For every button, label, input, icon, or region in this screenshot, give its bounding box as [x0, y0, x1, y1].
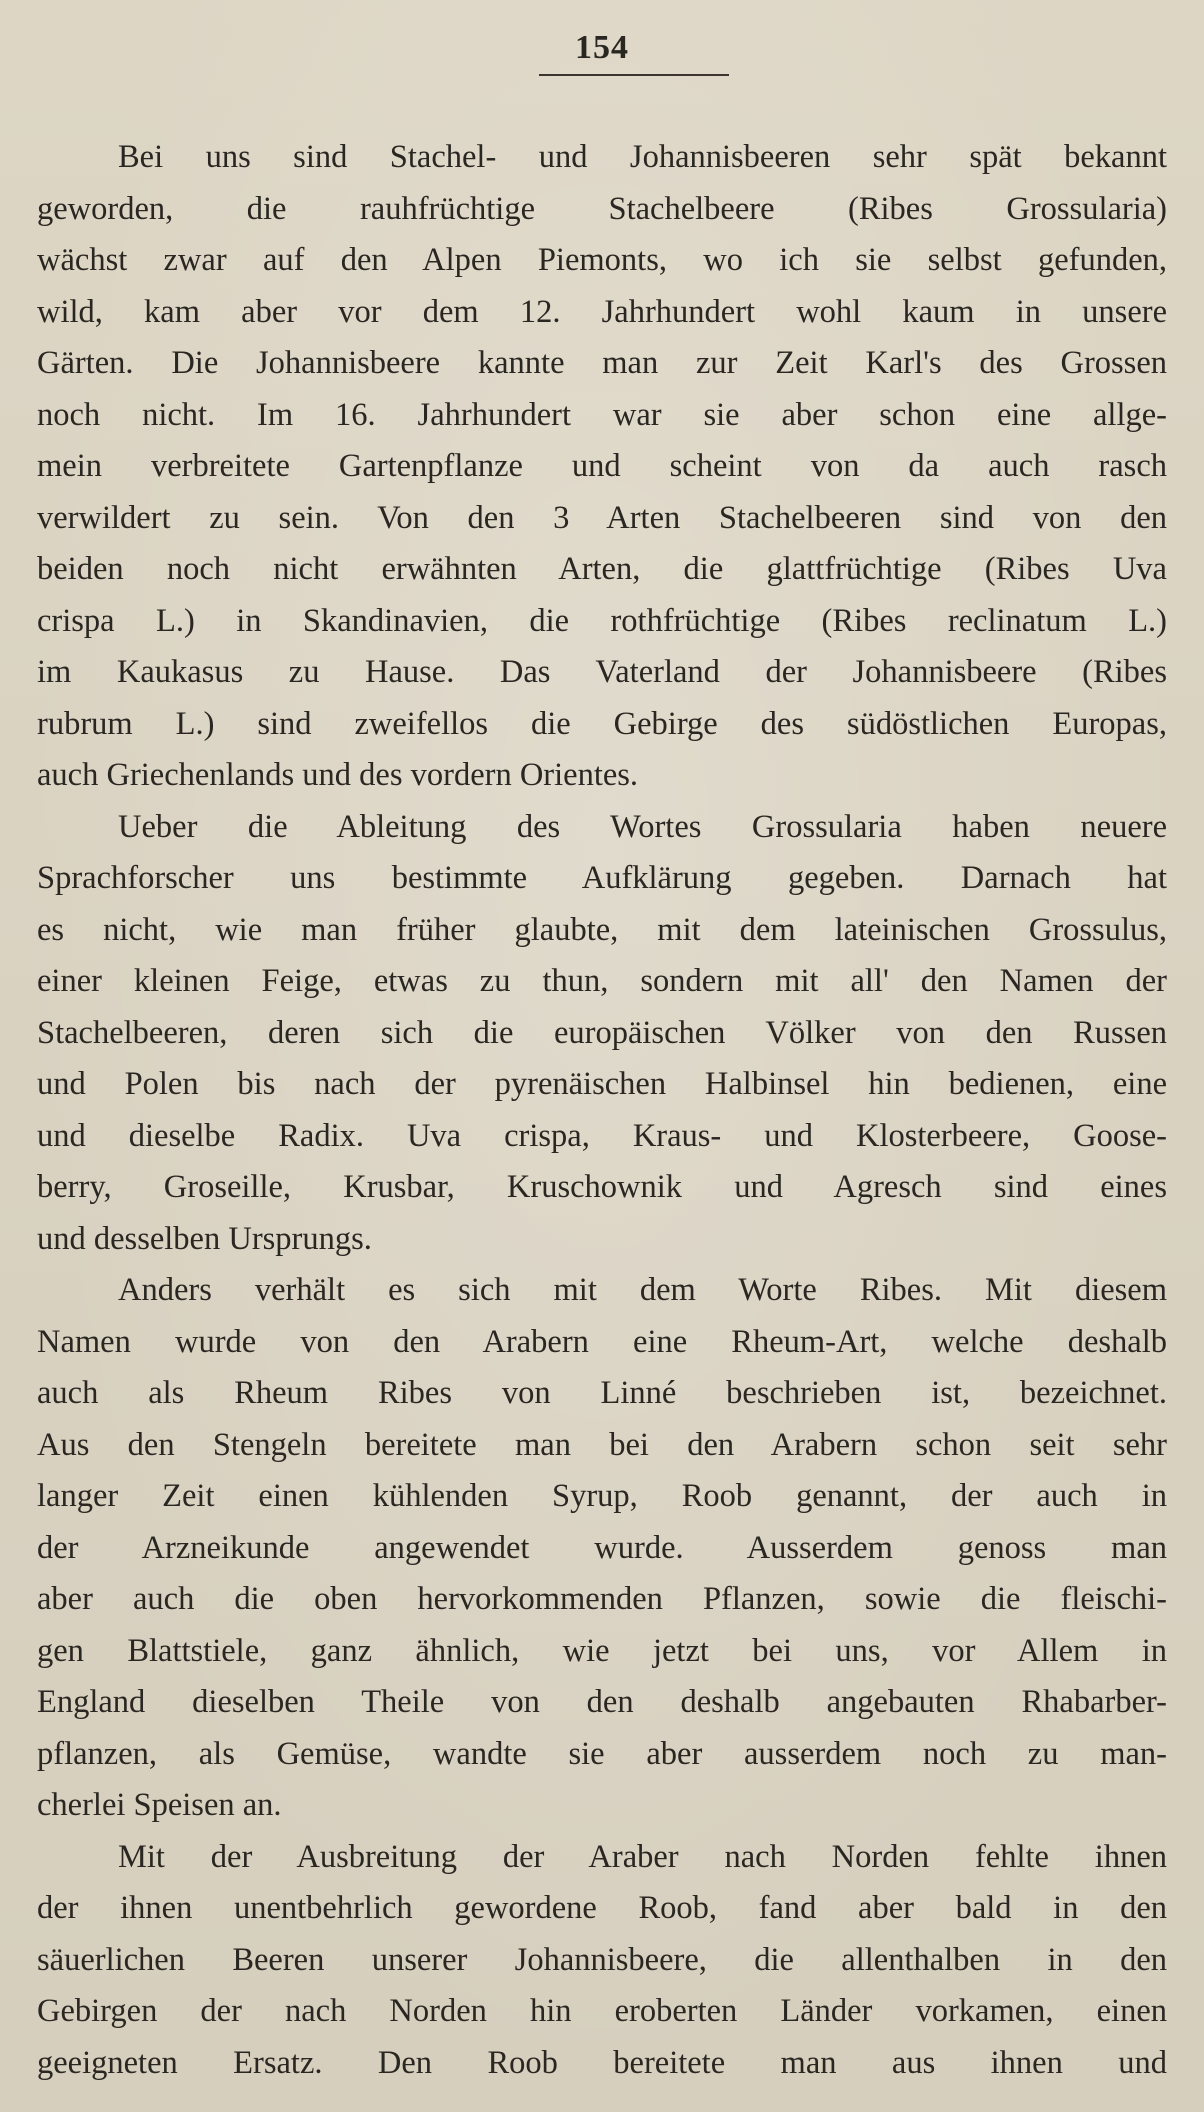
paragraph: [37, 1832, 1167, 2090]
text-line: Namen wurde von den Arabern eine Rheum-Art, welche deshalb: [37, 1323, 1167, 1360]
text-line: auch Griechenlands und des vordern Orientes.: [37, 757, 639, 793]
paragraph: [37, 1265, 1167, 1832]
text-line: und desselben Ursprungs.: [37, 1220, 372, 1257]
text-line: cherlei Speisen an.: [37, 1787, 282, 1823]
text-line: mein verbreitete Gartenpflanze und scheint von da auch rasch: [37, 448, 1167, 484]
text-line: Aus den Stengeln bereitete man bei den Arabern schon seit sehr: [37, 1426, 1167, 1463]
text-line: rubrum L.) sind zweifellos die Gebirge des südöstlichen Europas,: [37, 705, 1167, 742]
text-line: gen Blattstiele, ganz ähnlich, wie jetzt bei uns, vor Allem in: [37, 1632, 1167, 1669]
text-line: beiden noch nicht erwähnten Arten, die glattfrüchtige (Ribes Uva: [37, 551, 1167, 587]
text-line: säuerlichen Beeren unserer Johannisbeere, die allenthalben in den: [37, 1941, 1167, 1978]
text-line: berry, Groseille, Krusbar, Kruschownik und Agresch sind eines: [37, 1169, 1167, 1205]
text-line: Sprachforscher uns bestimmte Aufklärung gegeben. Darnach hat: [37, 860, 1167, 896]
text-line: einer kleinen Feige, etwas zu thun, sondern mit all' den Namen der: [37, 963, 1167, 999]
text-line: geworden, die rauhfrüchtige Stachelbeere (Ribes Grossularia): [37, 190, 1167, 227]
text-line: Mit der Ausbreitung der Araber nach Norden fehlte ihnen: [118, 1838, 1167, 1875]
text-line: auch als Rheum Ribes von Linné beschrieben ist, bezeichnet.: [37, 1375, 1167, 1411]
text-line: der ihnen unentbehrlich gewordene Roob, fand aber bald in den: [37, 1890, 1167, 1926]
text-line: es nicht, wie man früher glaubte, mit dem lateinischen Grossulus,: [37, 911, 1167, 948]
text-line: crispa L.) in Skandinavien, die rothfrüchtige (Ribes reclinatum L.): [37, 602, 1167, 639]
text-line: Ueber die Ableitung des Wortes Grossularia haben neuere: [118, 808, 1167, 845]
text-line: der Arzneikunde angewendet wurde. Ausserdem genoss man: [37, 1529, 1167, 1566]
text-line: Stachelbeeren, deren sich die europäischen Völker von den Russen: [37, 1014, 1167, 1051]
text-line: und Polen bis nach der pyrenäischen Halbinsel hin bedienen, eine: [37, 1066, 1167, 1102]
text-line: und dieselbe Radix. Uva crispa, Kraus- und Klosterbeere, Goose-: [37, 1117, 1167, 1154]
text-line: verwildert zu sein. Von den 3 Arten Stachelbeeren sind von den: [37, 499, 1167, 536]
text-line: aber auch die oben hervorkommenden Pflanzen, sowie die fleischi-: [37, 1581, 1167, 1617]
text-line: Anders verhält es sich mit dem Worte Ribes. Mit diesem: [118, 1272, 1167, 1308]
text-line: wächst zwar auf den Alpen Piemonts, wo ich sie selbst gefunden,: [37, 242, 1167, 278]
text-line: Gebirgen der nach Norden hin eroberten Länder vorkamen, einen: [37, 1993, 1167, 2029]
text-line: im Kaukasus zu Hause. Das Vaterland der Johannisbeere (Ribes: [37, 654, 1167, 690]
text-line: geeigneten Ersatz. Den Roob bereitete man aus ihnen und: [37, 2044, 1167, 2081]
text-line: Bei uns sind Stachel- und Johannisbeeren sehr spät bekannt: [118, 139, 1167, 175]
paragraph: [37, 802, 1167, 1266]
text-line: langer Zeit einen kühlenden Syrup, Roob genannt, der auch in: [37, 1478, 1167, 1514]
text-line: noch nicht. Im 16. Jahrhundert war sie aber schon eine allge-: [37, 396, 1167, 433]
text-line: pflanzen, als Gemüse, wandte sie aber ausserdem noch zu man-: [37, 1735, 1167, 1772]
paragraph: [37, 132, 1167, 802]
text-line: Gärten. Die Johannisbeere kannte man zur Zeit Karl's des Grossen: [37, 345, 1167, 381]
page-header: [37, 22, 1167, 78]
body-text: [37, 132, 1167, 2089]
text-line: England dieselben Theile von den deshalb angebauten Rhabarber-: [37, 1684, 1167, 1720]
header-rule: [539, 74, 729, 76]
text-line: wild, kam aber vor dem 12. Jahrhundert wohl kaum in unsere: [37, 293, 1167, 330]
page-number: 154: [575, 29, 629, 66]
